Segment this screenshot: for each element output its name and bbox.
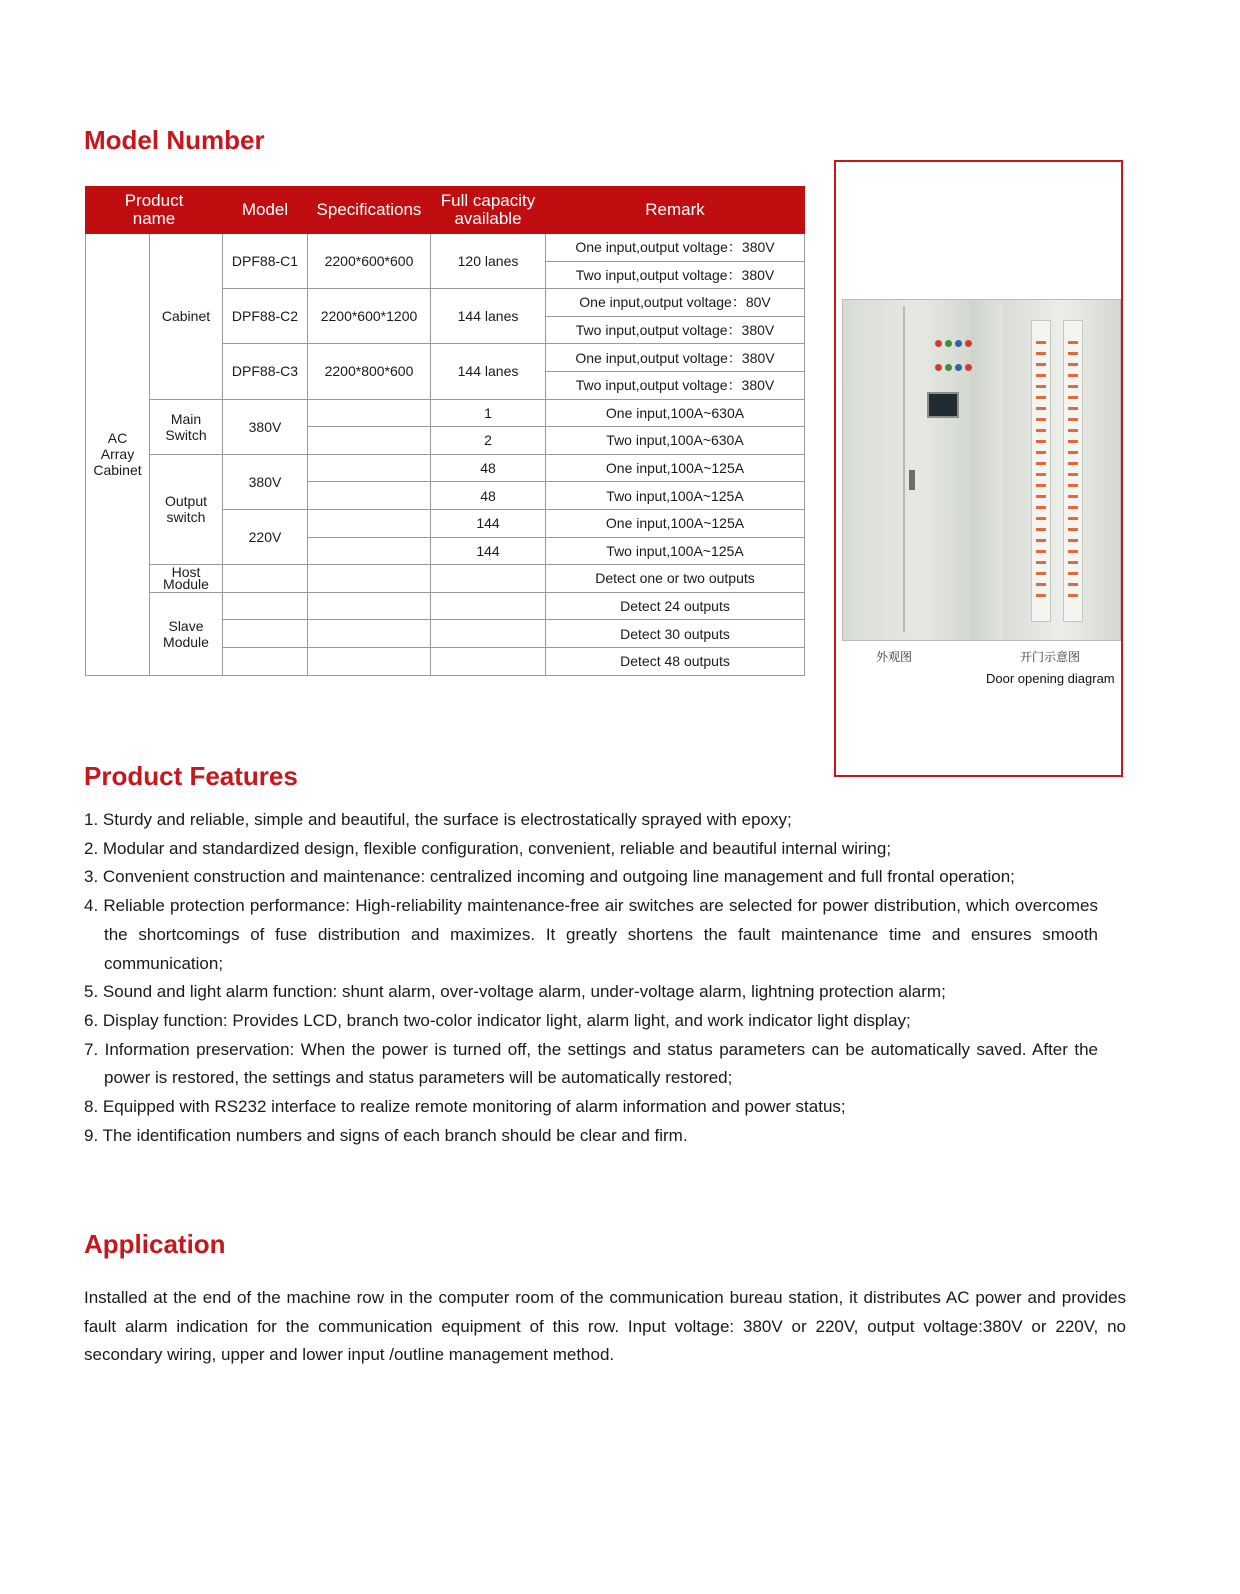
- remark-cell: Detect one or two outputs: [546, 565, 805, 593]
- list-item: 2. Modular and standardized design, flexible configuration, convenient, reliable and beautiful internal wiring;: [84, 838, 892, 858]
- application-paragraph: Installed at the end of the machine row in the computer room of the communication bureau station, it distributes AC power and provides fault alarm indication for the communication equipment of this row. Input voltage: 380V or 220V, output voltage:380V or 220V, no secondary wiring, upper and lower input /outline management method.: [84, 1288, 1126, 1365]
- remark-cell: One input,output voltage：380V: [546, 234, 805, 262]
- spec-cell: [308, 427, 431, 455]
- table-header-row: [86, 187, 805, 234]
- remark-cell: One input,100A~630A: [546, 399, 805, 427]
- caption-door-open-cn: 开门示意图: [1020, 650, 1081, 664]
- group-cabinet: Cabinet: [150, 234, 223, 400]
- header-remark: Remark: [546, 187, 805, 234]
- model-cell: DPF88-C2: [223, 289, 308, 344]
- table-row: [86, 454, 805, 482]
- spec-cell: 2200*600*1200: [308, 289, 431, 344]
- list-item: 8. Equipped with RS232 interface to realize remote monitoring of alarm information and power status;: [84, 1097, 846, 1117]
- model-cell: [223, 565, 308, 593]
- capacity-cell: 2: [431, 427, 546, 455]
- spec-cell: 2200*800*600: [308, 344, 431, 399]
- caption-door-open-en: Door opening diagram: [986, 671, 1115, 686]
- spec-cell: [308, 482, 431, 510]
- list-item: 7. Information preservation: When the power is turned off, the settings and status parameters can be automatically saved. After the power is restored, the settings and status parameters will be automatically restored;: [84, 1039, 1098, 1088]
- capacity-cell: 144: [431, 509, 546, 537]
- capacity-cell: [431, 592, 546, 620]
- model-cell: DPF88-C3: [223, 344, 308, 399]
- spec-cell: [308, 647, 431, 675]
- remark-cell: Two input,output voltage：380V: [546, 316, 805, 344]
- remark-cell: One input,100A~125A: [546, 509, 805, 537]
- group-output-switch: Output switch: [150, 454, 223, 564]
- capacity-cell: 144 lanes: [431, 344, 546, 399]
- product-features-heading: Product Features: [84, 761, 298, 791]
- cabinet-open-interior: [1003, 300, 1121, 640]
- capacity-cell: 120 lanes: [431, 234, 546, 289]
- group-main-switch: Main Switch: [150, 399, 223, 454]
- spec-cell: [308, 592, 431, 620]
- list-item: 9. The identification numbers and signs of each branch should be clear and firm.: [84, 1125, 688, 1145]
- cabinet-photo: [842, 299, 1121, 641]
- model-cell: [223, 620, 308, 648]
- model-cell: 380V: [223, 399, 308, 454]
- capacity-cell: 1: [431, 399, 546, 427]
- header-full-capacity: Full capacity available: [431, 187, 546, 234]
- table-row: [86, 234, 805, 262]
- spec-cell: [308, 620, 431, 648]
- remark-cell: One input,output voltage：380V: [546, 344, 805, 372]
- model-cell: [223, 647, 308, 675]
- list-item: 3. Convenient construction and maintenance: centralized incoming and outgoing line management and full frontal operation;: [84, 867, 1015, 887]
- capacity-cell: 144: [431, 537, 546, 565]
- remark-cell: One input,100A~125A: [546, 454, 805, 482]
- capacity-cell: [431, 620, 546, 648]
- list-item: 6. Display function: Provides LCD, branch two-color indicator light, alarm light, and work indicator light display;: [84, 1010, 911, 1030]
- table-row: [86, 565, 805, 593]
- header-product-name: Product name: [86, 187, 223, 234]
- cabinet-door-panel: [971, 300, 1003, 640]
- group-host-module: Host Module: [150, 565, 223, 593]
- remark-cell: Detect 48 outputs: [546, 647, 805, 675]
- header-model: Model: [223, 187, 308, 234]
- spec-cell: [308, 565, 431, 593]
- model-cell: 380V: [223, 454, 308, 509]
- features-list: [84, 806, 1098, 1150]
- remark-cell: Two input,100A~125A: [546, 482, 805, 510]
- capacity-cell: 48: [431, 454, 546, 482]
- product-name-cell: AC Array Cabinet: [86, 234, 150, 676]
- model-cell: 220V: [223, 509, 308, 564]
- model-number-heading: Model Number: [84, 125, 265, 155]
- spec-cell: [308, 509, 431, 537]
- capacity-cell: 48: [431, 482, 546, 510]
- table-row: [86, 592, 805, 620]
- remark-cell: Two input,100A~125A: [546, 537, 805, 565]
- capacity-cell: 144 lanes: [431, 289, 546, 344]
- remark-cell: Two input,output voltage：380V: [546, 371, 805, 399]
- remark-cell: Two input,output voltage：380V: [546, 261, 805, 289]
- application-heading: Application: [84, 1229, 226, 1259]
- header-specifications: Specifications: [308, 187, 431, 234]
- list-item: 1. Sturdy and reliable, simple and beautiful, the surface is electrostatically sprayed with epoxy;: [84, 810, 792, 829]
- model-cell: [223, 592, 308, 620]
- list-item: 4. Reliable protection performance: High-reliability maintenance-free air switches are selected for power distribution, which overcomes the shortcomings of fuse distribution and maximizes. It greatly shortens the fault maintenance time and ensures smooth communication;: [84, 896, 1098, 973]
- remark-cell: Two input,100A~630A: [546, 427, 805, 455]
- caption-appearance-cn: 外观图: [876, 650, 913, 664]
- spec-cell: [308, 454, 431, 482]
- model-spec-table: [85, 186, 805, 676]
- capacity-cell: [431, 647, 546, 675]
- list-item: 5. Sound and light alarm function: shunt alarm, over-voltage alarm, under-voltage alarm, lightning protection alarm;: [84, 982, 946, 1002]
- remark-cell: Detect 30 outputs: [546, 620, 805, 648]
- spec-cell: [308, 537, 431, 565]
- spec-cell: [308, 399, 431, 427]
- capacity-cell: [431, 565, 546, 593]
- model-cell: DPF88-C1: [223, 234, 308, 289]
- spec-cell: 2200*600*600: [308, 234, 431, 289]
- remark-cell: Detect 24 outputs: [546, 592, 805, 620]
- group-slave-module: Slave Module: [150, 592, 223, 675]
- cabinet-closed-front: [843, 300, 973, 640]
- remark-cell: One input,output voltage：80V: [546, 289, 805, 317]
- table-row: [86, 399, 805, 427]
